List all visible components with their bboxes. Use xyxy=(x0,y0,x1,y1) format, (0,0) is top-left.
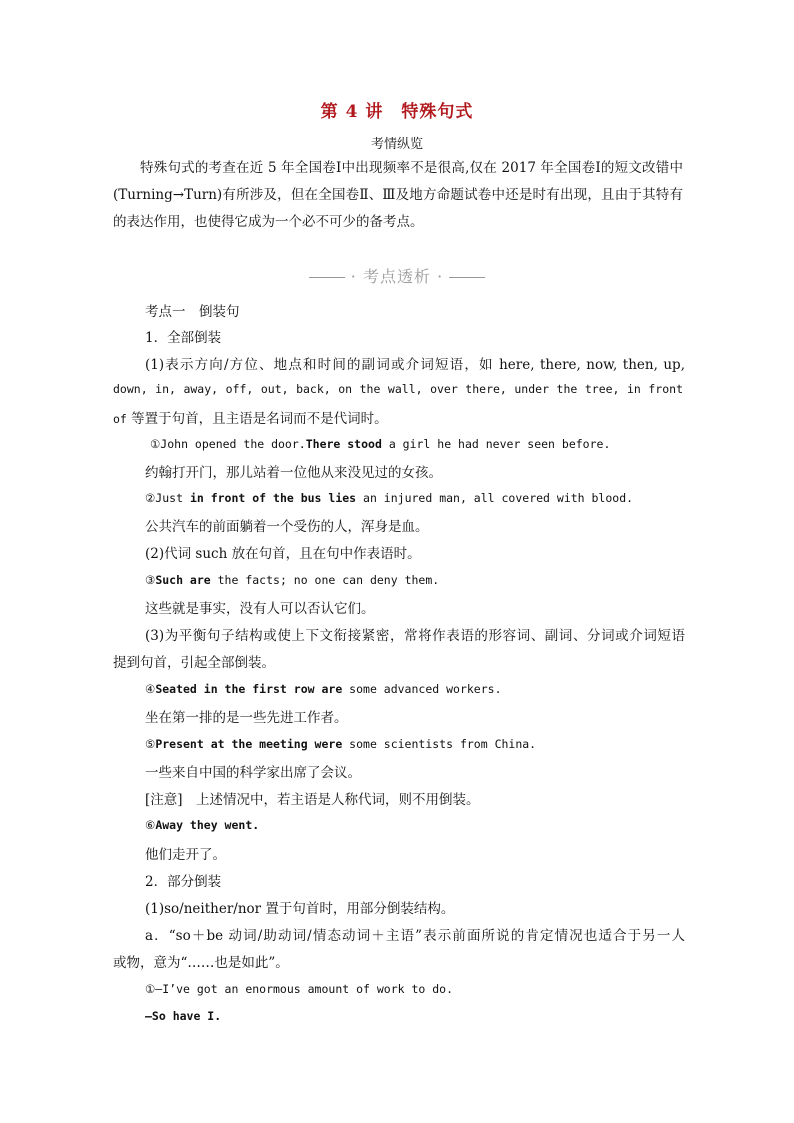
example-5-translation: 一些来自中国的科学家出席了会议。 xyxy=(145,765,361,781)
banner-right-dot: · xyxy=(437,267,444,286)
example-3-translation: 这些就是事实，没有人可以否认它们。 xyxy=(145,601,375,617)
rule-3-line-2: 提到句首，引起全部倒装。 xyxy=(113,655,275,671)
rule-1-line-1: (1)表示方向/方位、地点和时间的副词或介词短语，如 here, there, now, then, up, xyxy=(145,357,685,373)
example-6: ⑥Away they went. xyxy=(145,818,260,832)
banner-label: 考点透析 xyxy=(362,267,431,286)
section-subtitle: 考情纵览 xyxy=(370,137,423,152)
dialogue-line-1: ①—I’ve got an enormous amount of work to do. xyxy=(145,982,454,996)
banner-left-dash xyxy=(309,277,345,278)
example-3: ③Such are the facts; no one can deny them. xyxy=(145,573,440,587)
example-2: ②Just in front of the bus lies an injured man, all covered with blood. xyxy=(145,491,634,505)
example-4-translation: 坐在第一排的是一些先进工作者。 xyxy=(145,710,348,726)
example-1: ①John opened the door.There stood a girl he had never seen before. xyxy=(150,437,611,451)
note: [注意] 上述情况中，若主语是人称代词，则不用倒装。 xyxy=(145,792,480,808)
example-4: ④Seated in the first row are some advanced workers. xyxy=(145,682,502,696)
subsection-heading-partial-inversion: 2．部分倒装 xyxy=(145,874,222,890)
section-banner xyxy=(0,264,794,287)
point-heading: 考点一 倒装句 xyxy=(145,304,240,320)
rule-partial-a-line-1: a．“so＋be 动词/助动词/情态动词＋主语”表示前面所说的肯定情况也适合于另一人 xyxy=(145,928,685,944)
example-2-translation: 公共汽车的前面躺着一个受伤的人，浑身是血。 xyxy=(145,519,429,535)
example-6-translation: 他们走开了。 xyxy=(145,847,226,863)
rule-1-line-2: down, in, away, off, out, back, on the wall, over there, under the tree, in front xyxy=(113,382,683,396)
rule-1-line-3: of 等置于句首，且主语是名词而不是代词时。 xyxy=(113,411,388,427)
rule-2: (2)代词 such 放在句首，且在句中作表语时。 xyxy=(145,546,421,562)
dialogue-line-2: —So have I. xyxy=(145,1009,222,1023)
rule-partial-1: (1)so/neither/nor 置于句首时，用部分倒装结构。 xyxy=(145,901,455,917)
rule-3-line-1: (3)为平衡句子结构或使上下文衔接紧密，常将作表语的形容词、副词、分词或介词短语 xyxy=(145,628,685,644)
banner-left-dot: · xyxy=(350,267,357,286)
intro-paragraph: 特殊句式的考查在近 5 年全国卷Ⅰ中出现频率不是很高,仅在 2017 年全国卷Ⅰ的短文改错中(Turning→Turn)有所涉及，但在全国卷Ⅱ、Ⅲ及地方命题试卷中还是时有出现，且由于其特有的表达作用，也使得它成为一个必不可少的备考点。 xyxy=(113,160,683,230)
example-5: ⑤Present at the meeting were some scientists from China. xyxy=(145,737,537,751)
rule-partial-a-line-2: 或物，意为“……也是如此”。 xyxy=(113,955,289,971)
banner-right-dash xyxy=(449,277,485,278)
subsection-heading-full-inversion: 1．全部倒装 xyxy=(145,330,222,346)
page-title: 第 4 讲 特殊句式 xyxy=(320,102,474,122)
example-1-translation: 约翰打开门，那儿站着一位他从来没见过的女孩。 xyxy=(145,465,442,481)
